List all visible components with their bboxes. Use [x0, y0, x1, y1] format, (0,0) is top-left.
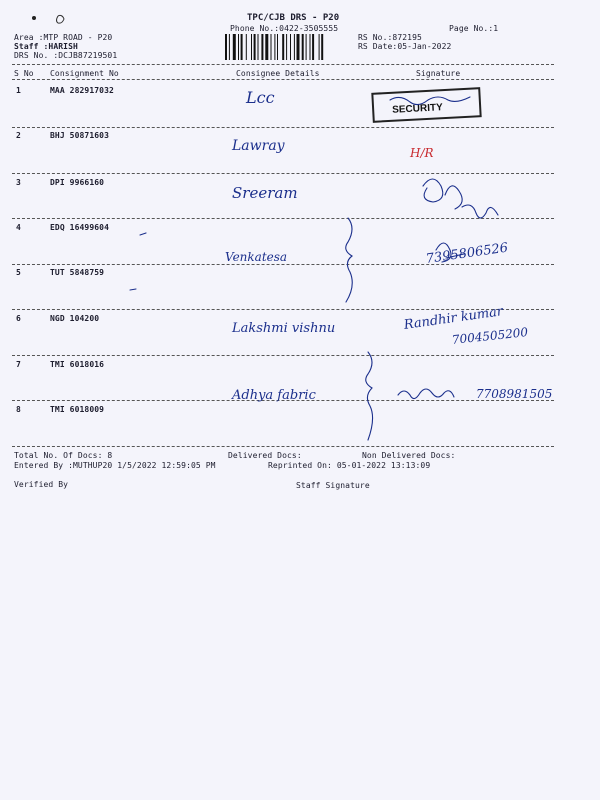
reprinted-on: Reprinted On: 05-01-2022 13:13:09	[268, 461, 431, 470]
handwriting-adhya: Adhya fabric	[232, 388, 316, 403]
handwriting-randhir: Randhir kumar	[402, 304, 505, 333]
handwriting-hr: H/R	[410, 146, 434, 160]
delivered-docs: Delivered Docs:	[228, 451, 302, 460]
row-4-consignment: EDQ 16499604	[50, 223, 109, 232]
row-3-consignment: DPI 9966160	[50, 178, 105, 187]
stamp-text: SECURITY	[391, 102, 444, 116]
page-number: Page No.:1	[449, 24, 499, 33]
col-sno: S No	[14, 69, 34, 78]
row-5-sno: 5	[16, 268, 21, 277]
document-title: TPC/CJB DRS - P20	[247, 13, 340, 23]
staff-label: Staff :HARISH	[14, 42, 78, 51]
handwriting-venkatesa: Venkatesa	[225, 250, 288, 264]
row-2-consignment: BHJ 50871603	[50, 131, 109, 140]
row-1-sno: 1	[16, 86, 21, 95]
handwriting-lawray: Lawray	[232, 138, 285, 154]
handwriting-phone-5: 7395806526	[424, 240, 509, 267]
signature-5	[436, 243, 464, 262]
phone-number: Phone No.:0422-3505555	[230, 24, 339, 33]
signature-8	[398, 389, 454, 399]
handwriting-phone-8: 7708981505	[476, 387, 553, 401]
row-8-sno: 8	[16, 405, 21, 414]
rs-number: RS No.:872195	[358, 33, 422, 42]
row-3-sno: 3	[16, 178, 21, 187]
rs-date: RS Date:05-Jan-2022	[358, 42, 452, 51]
row-2-sno: 2	[16, 131, 21, 140]
row-5-consignment: TUT 5848759	[50, 268, 105, 277]
col-consignment: Consignment No	[50, 69, 119, 78]
pen-tick-5	[130, 289, 136, 290]
total-docs: Total No. Of Docs: 8	[14, 451, 113, 460]
col-consignee: Consignee Details	[236, 69, 320, 78]
row-8-consignment: TMI 6018009	[50, 405, 105, 414]
bracket-7-8	[366, 352, 373, 440]
row-7-sno: 7	[16, 360, 21, 369]
signature-3	[423, 179, 498, 218]
handwriting-sreeram: Sreeram	[232, 184, 298, 202]
non-delivered-docs: Non Delivered Docs:	[362, 451, 456, 460]
drs-number: DRS No. :DCJB87219501	[14, 51, 118, 60]
pen-tick-4	[140, 233, 146, 235]
col-signature: Signature	[416, 69, 461, 78]
handwriting-lakshmi: Lakshmi vishnu	[232, 321, 336, 336]
area-label: Area :MTP ROAD - P20	[14, 33, 113, 42]
row-7-consignment: TMI 6018016	[50, 360, 105, 369]
row-4-sno: 4	[16, 223, 21, 232]
handwriting-lcc: Lcc	[246, 88, 275, 107]
verified-by: Verified By	[14, 480, 69, 489]
staff-signature: Staff Signature	[296, 481, 370, 490]
row-6-consignment: NGD 104200	[50, 314, 100, 323]
handwriting-randhir-phone: 7004505200	[451, 325, 529, 347]
row-1-consignment: MAA 282917032	[50, 86, 114, 95]
entered-by: Entered By :MUTHUP20 1/5/2022 12:59:05 PM	[14, 461, 216, 470]
row-6-sno: 6	[16, 314, 21, 323]
signature-1	[390, 97, 470, 105]
bracket-4-5	[346, 218, 353, 302]
